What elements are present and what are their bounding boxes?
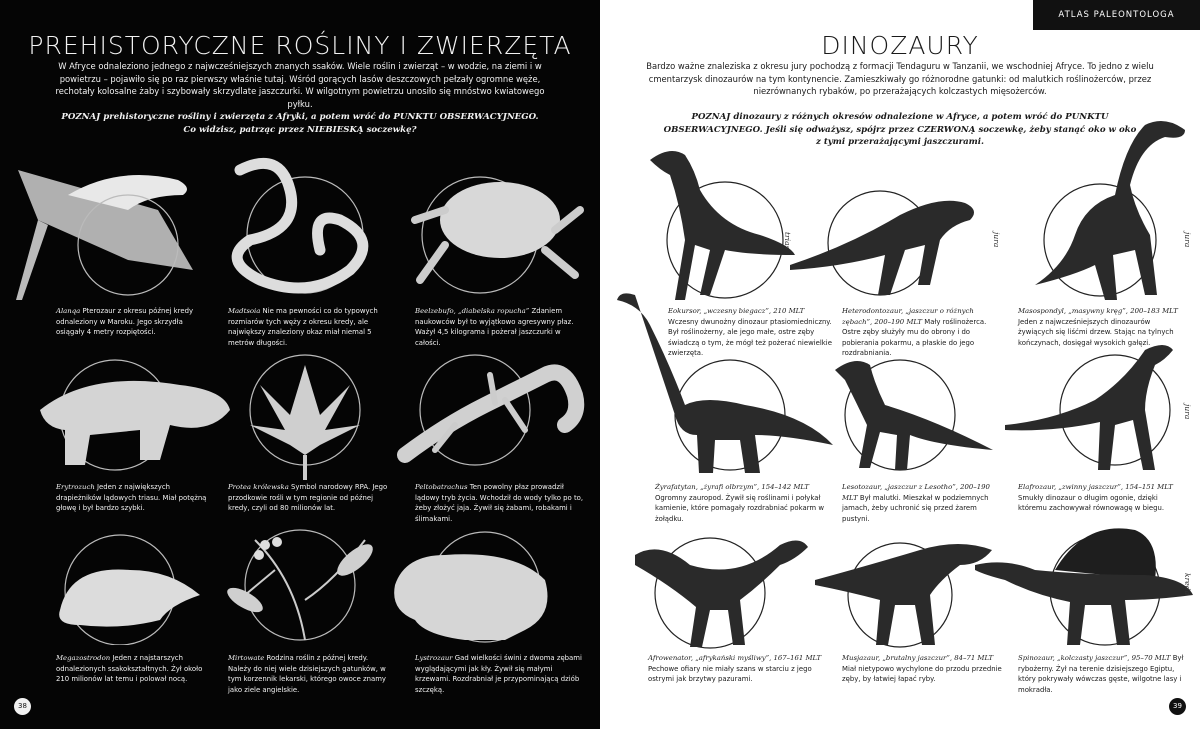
musjazaur-illustration — [810, 530, 995, 650]
caption-peltobatrachus — [415, 482, 585, 524]
caption-erytrozuch — [56, 482, 216, 514]
caption-text: Rodzina roślin z późnej kredy. Należy do niej wiele dzisiejszych gatunków, w tym korzennik lekarski, którego owoce znamy jako ziele angielskie. — [228, 654, 387, 694]
caption-text: Pterozaur z okresu późnej kredy odnaleziony w Maroku. Jego skrzydła osiągały 4 metry rozpiętości. — [56, 307, 194, 337]
caption-afrowenator — [648, 653, 823, 685]
spinozaur-illustration — [975, 520, 1195, 650]
caption-text: Ten powolny płaz prowadził lądowy tryb życia. Wchodził do wody tylko po to, żeby złożyć jaja. Żywił się żabami, robakami i ślimakami. — [415, 483, 584, 523]
caption-text: Jeden z najwcześniejszych dinozaurów żywiących się liśćmi drzew. Stając na tylnych kończynach, dosięgał wysokich gałęzi. — [1018, 317, 1174, 347]
period-label-spinozaur: kreda — [1183, 573, 1192, 596]
period-label-elafrozaur: jura — [1183, 404, 1192, 420]
elafrozaur-illustration — [995, 340, 1195, 475]
caption-alanqa — [56, 306, 196, 338]
caption-name: Alanqa — [56, 307, 81, 315]
caption-text: Miał nietypowo wychylone do przodu przednie zęby, by łatwiej łapać ryby. — [842, 664, 1002, 684]
caption-lesotozaur — [842, 482, 1000, 524]
right-page — [600, 0, 1200, 729]
caption-name: Megazostrodon — [56, 654, 111, 662]
caption-name: Żyrafatytan, „żyrafi olbrzym”, 154–142 MLT — [655, 483, 810, 491]
caption-mirtowate — [228, 653, 393, 695]
masospondyl-illustration — [1015, 115, 1195, 305]
caption-name: Beelzebufo, „diabelska ropucha” — [415, 307, 530, 315]
afrowenator-illustration — [630, 525, 810, 650]
caption-text: Jeden z najstarszych odnalezionych ssakokształtnych. Żył około 210 milionów lat temu i polował nocą. — [56, 654, 203, 684]
caption-name: Lystrozaur — [415, 654, 453, 662]
right-instruction: POZNAJ dinozaury z różnych okresów odnalezione w Afryce, a potem wróć do PUNKTU OBSERWACYJNEGO. Jeśli się odważysz, spójrz przez CZERWONĄ soczewkę, żeby stanąć oko w oko z tymi przerażającymi jaszczurami. — [663, 112, 1137, 148]
alanqa-illustration — [8, 150, 208, 305]
left-page-title: PREHISTORYCZNE ROŚLINY I ZWIERZĘTA — [28, 31, 572, 60]
caption-name: Heterodontozaur, „jaszczur o różnych zębach”, 200–190 MLT — [842, 307, 974, 326]
caption-name: Eokursor, „wczesny biegacz”, 210 MLT — [668, 307, 805, 315]
caption-text: Gad wielkości świni z dwoma zębami wyglądającymi jak kły. Żywił się małymi krzewami. Rozdrabniał je przypominającą dziób szczęką. — [415, 654, 582, 694]
caption-name: Madtsoia — [228, 307, 261, 315]
mirtowate-illustration — [215, 520, 385, 650]
caption-name: Spinozaur, „kolczasty jaszczur”, 95–70 MLT — [1018, 654, 1171, 662]
caption-madtsoia — [228, 306, 388, 348]
period-label-masospondyl: jura — [1183, 232, 1192, 248]
lesotozaur-illustration — [815, 350, 995, 475]
period-label-eokursor: trias — [783, 232, 792, 250]
right-page-title: DINOZAURY — [821, 31, 979, 60]
caption-name: Protea królewska — [228, 483, 289, 491]
zyrafatytan-illustration — [615, 285, 835, 475]
caption-text: Nie ma pewności co do typowych rozmiarów tych węży z okresu kredy, ale największy znaleziony okaz miał niemal 5 metrów długości. — [228, 307, 378, 347]
caption-musjazaur — [842, 653, 1002, 685]
peltobatrachus-illustration — [395, 345, 585, 480]
left-instruction: POZNAJ prehistoryczne rośliny i zwierzęta z Afryki, a potem wróć do PUNKTU OBSERWACYJNEGO. Co widzisz, patrząc przez NIEBIESKĄ soczewkę? — [61, 112, 539, 135]
caption-name: Afrowenator, „afrykański myśliwy”, 167–161 MLT — [648, 654, 822, 662]
caption-text: Ogromny zauropod. Żywił się roślinami i połykał kamienie, które pomagały rozdrabniać pokarm w żołądku. — [655, 493, 824, 523]
caption-text: Był rybożerny. Żył na terenie dzisiejszego Egiptu, który pokrywały wówczas gęste, wilgotne lasy i mokradła. — [1018, 654, 1184, 694]
caption-text: Pechowe ofiary nie miały szans w starciu z jego ostrymi jak brzytwy pazurami. — [648, 664, 812, 684]
erytrozuch-illustration — [30, 350, 230, 475]
caption-text: Symbol narodowy RPA. Jego przodkowie rośli w tym regionie od późnej kredy, czyli od 80 milionów lat. — [228, 483, 388, 513]
page-number-left: 38 — [14, 698, 31, 715]
caption-elafrozaur — [1018, 482, 1186, 514]
eokursor-illustration — [640, 145, 800, 305]
caption-spinozaur — [1018, 653, 1188, 695]
right-intro-text: Bardzo ważne znaleziska z okresu jury pochodzą z formacji Tendaguru w Tanzanii, we wschodniej Afryce. To jedno z wielu cmentarzysk dinozaurów na tym kontynencie. Zamieszkiwały go różnorodne gatunki: od malutkich roślinożerców, przez niezrównanych rybaków, po przerażających kolczastych mięsożerców. — [646, 61, 1154, 97]
caption-name: Lesotozaur, „jaszczur z Lesotho”, 200–190 MLT — [842, 483, 990, 502]
caption-name: Peltobatrachus — [415, 483, 468, 491]
caption-name: Erytrozuch — [56, 483, 95, 491]
caption-beelzebufo — [415, 306, 585, 348]
beelzebufo-illustration — [405, 150, 585, 300]
caption-name: Masospondyl, „masywny kręg”, 200–183 MLT — [1018, 307, 1178, 315]
caption-zyrafatytan — [655, 482, 825, 524]
caption-text: Był malutki. Mieszkał w podziemnych jamach, żeby uchronić się przed żarem pustyni. — [842, 493, 989, 523]
caption-name: Mirtowate — [228, 654, 265, 662]
caption-text: Zdaniem naukowców był to wyjątkowo agresywny płaz. Ważył 4,5 kilograma i pożerał jaszczurki w całości. — [415, 307, 574, 347]
protea-illustration — [230, 345, 380, 480]
caption-name: Elafrozaur, „zwinny jaszczur”, 154–151 MLT — [1018, 483, 1173, 491]
period-label-heterodontozaur: jura — [992, 232, 1001, 248]
caption-text: Mały roślinożerca. Ostre zęby służyły mu do obrony i do pobierania pokarmu, a płaskie do jego rozdrabniania. — [842, 317, 987, 358]
lystrozaur-illustration — [385, 525, 565, 650]
caption-lystrozaur — [415, 653, 585, 695]
page-number-right: 39 — [1169, 698, 1186, 715]
caption-text: Smukły dinozaur o długim ogonie, dzięki któremu zachowywał równowagę w biegu. — [1018, 493, 1165, 513]
caption-text: Jeden z największych drapieżników lądowych triasu. Miał potężną głowę i był bardzo szybki. — [56, 483, 207, 513]
caption-text: Wczesny dwunożny dinozaur ptasiomiedniczny. Był roślinożerny, ale jego małe, ostre zęby świadczą o tym, że mógł też pożerać niewielkie zwierzęta. — [668, 317, 832, 358]
caption-protea — [228, 482, 393, 514]
left-intro-text: W Afryce odnaleziono jednego z najwcześniejszych znanych ssaków. Wiele roślin i zwierząt – w wodzie, na ziemi i w powietrzu – pojawiło się po raz pierwszy właśnie tutaj. Wśród gorących lasów deszczowych pełzały ogromne węże, rechotały kolosalne żaby i szybowały skrzydlate jaszczurki. W wilgotnym powietrzu unosiło się mnóstwo kwiatowego pyłku. — [55, 61, 545, 109]
caption-name: Musjazaur, „brutalny jaszczur”, 84–71 MLT — [842, 654, 994, 662]
madtsoia-illustration — [220, 150, 380, 300]
megazostrodon-illustration — [40, 525, 210, 645]
caption-megazostrodon — [56, 653, 206, 685]
atlas-tag: ATLAS PALEONTOLOGA — [1033, 0, 1200, 30]
